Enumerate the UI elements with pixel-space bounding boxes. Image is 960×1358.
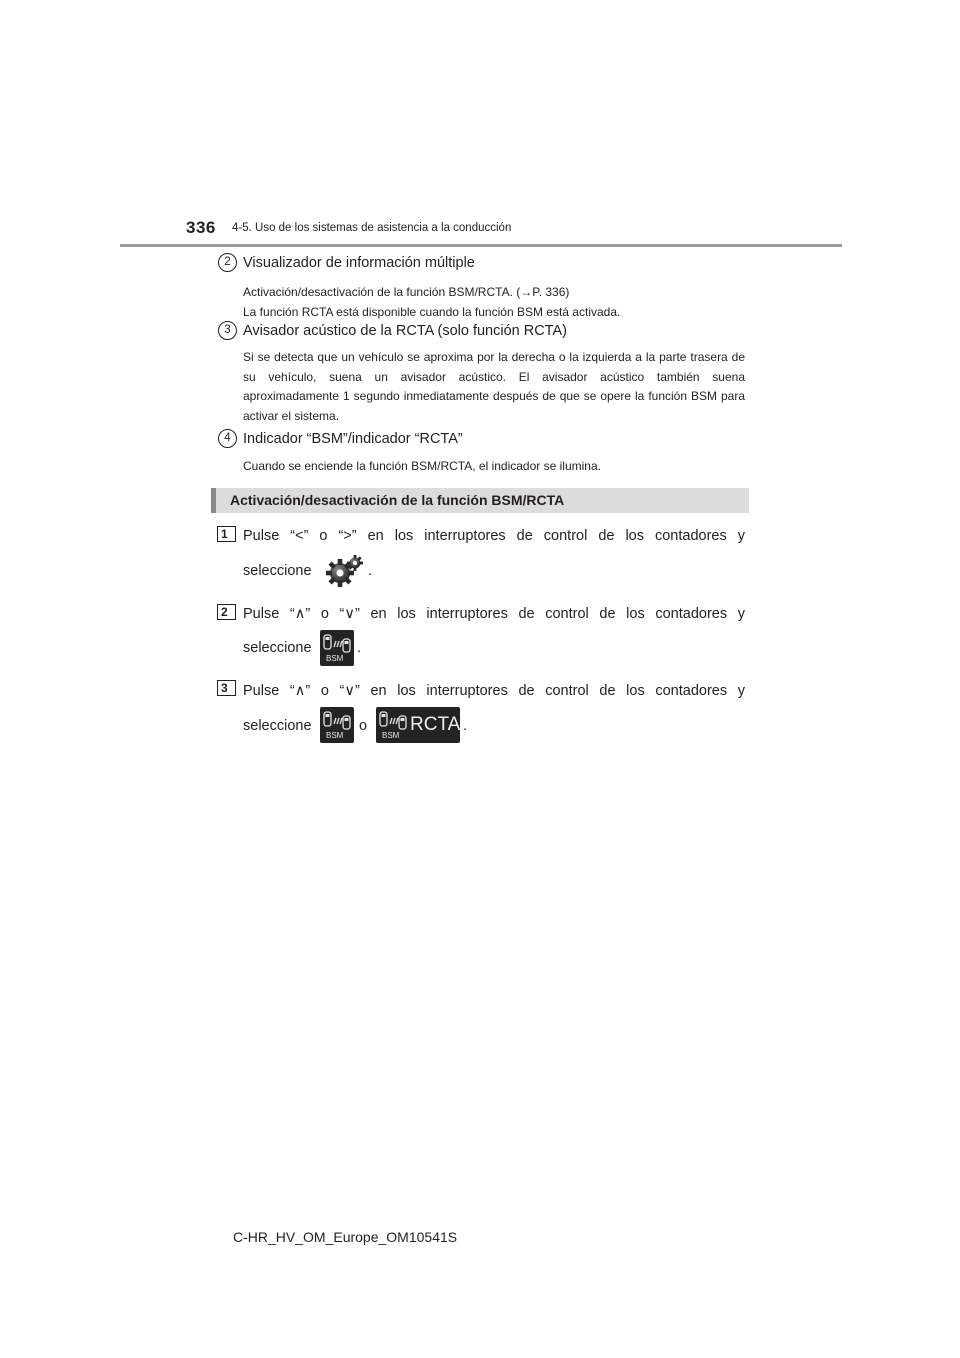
step-1-period: . [368,563,373,579]
bsm-icon [320,630,354,666]
step-2-period: . [357,640,362,656]
item-body-line: La función RCTA está disponible cuando la función BSM está activada. [243,304,621,319]
step-2-text: Pulse “∧” o “∨” en los interruptores de control de los contadores y [243,606,745,622]
step-1-select-label: seleccione [243,563,312,579]
step-number-1: 1 [217,526,236,542]
rcta-icon-label: RCTA [410,714,460,735]
item-marker-3: 3 [218,321,237,340]
step-3-period: . [463,718,468,734]
item-body-rcta-buzzer: Si se detecta que un vehículo se aproxima por la derecha o la izquierda a la parte trasera de su vehículo, suena un avisador acústico. El avisador acústico también suena aproximadamente 1 segundo inmediatamente después de que se opere la función BSM para activar el sistema. [243,350,745,423]
bsm-rcta-icon [376,707,460,743]
bsm-icon [320,707,354,743]
gear-settings-icon [325,553,365,587]
page-number: 336 [186,218,216,237]
step-3-text: Pulse “∧” o “∨” en los interruptores de control de los contadores y [243,683,745,699]
item-body-multi-display [243,283,745,322]
section-banner-title: Activación/desactivación de la función BSM/RCTA [230,492,565,508]
section-banner [211,488,749,513]
item-title-rcta-buzzer: Avisador acústico de la RCTA (solo función RCTA) [243,323,567,339]
item-body-line: Activación/desactivación de la función BSM/RCTA. (→P. 336) [243,285,570,299]
header-divider [120,244,842,247]
item-title-multi-display: Visualizador de información múltiple [243,255,475,271]
step-3-or: o [359,718,368,734]
item-marker-4: 4 [218,429,237,448]
document-code: C-HR_HV_OM_Europe_OM10541S [233,1229,458,1245]
item-marker-2: 2 [218,253,237,272]
step-2-select-label: seleccione [243,640,312,656]
step-3-select-label: seleccione [243,718,312,734]
item-title-indicator: Indicador “BSM”/indicador “RCTA” [243,431,463,447]
step-1-text: Pulse “<” o “>” en los interruptores de control de los contadores y [243,528,745,544]
step-number-3: 3 [217,680,236,696]
bsm-icon-label: BSM [382,731,400,740]
section-title: 4-5. Uso de los sistemas de asistencia a la conducción [232,222,512,234]
bsm-icon-label: BSM [326,731,344,740]
step-number-2: 2 [217,604,236,620]
bsm-icon-label: BSM [326,654,344,663]
item-body-indicator: Cuando se enciende la función BSM/RCTA, el indicador se ilumina. [243,459,601,473]
